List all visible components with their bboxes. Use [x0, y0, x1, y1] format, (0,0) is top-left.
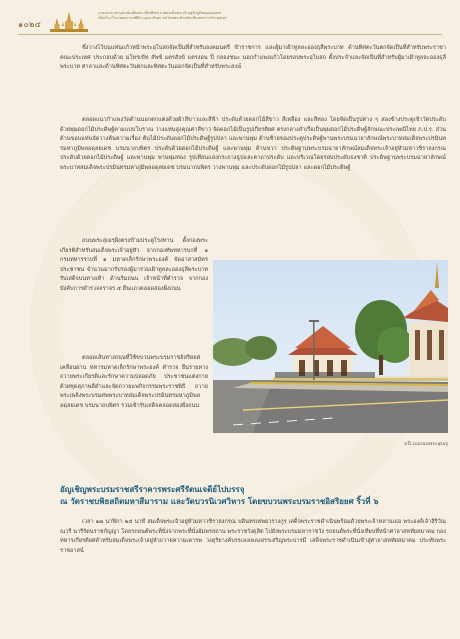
section-body: เวลา ๑๗ นาฬิกา ๒๕ นาที สมเด็จพระเจ้าอยู่หัวมหาวชิราลงกรณ บดินทรเทพยวรางกูร เสด็จพระราชดำเนินพร้อมด้วยพระเจ้าหลานเธอ พระองค์เจ้าสิริวัณณวรี นารีรัตนราชกัญญา โดยรถยนต์พระที่นั่งจากพระที่นั่งอัมพรสถาน พระราชวังดุสิต ไปยังพระบรมมหาราชวัง รถยนต์พระที่นั่งเทียบที่หน้าศาลาสหทัยสมาคม กองทหารเกียรติยศสำหรับสมเด็จพระเจ้าอยู่หัวถวายความเคารพ วงดุริยางค์บรรเลงเพลงสรรเสริญพระบารมี เสด็จพระราชดำเนินเข้าสู่ศาลาสหทัยสมาคม ประทับพระราชอาสน์: [60, 519, 446, 554]
royal-emblem-logo: [48, 10, 90, 34]
section-title-line1: อัญเชิญพระบรมราชสรีราคารพระศรีรัตนเจดีย์ไปบรรจุ: [60, 485, 245, 494]
paragraph-4: ตลอดเส้นทางถนนที่ใช้ขบวนพระบรมราชอิสริยยศเคลื่อนผ่าน ทหารมหาดเล็กรักษาพระองค์ ตำรวจ ยืนรายทางถวายพระเกียรติและรักษาความปลอดภัย ประชาชนแต่งกายด้วยชุดสุภาพสีดำและจัดถวายแพกิจกรรมพระราชพิธี ถวายพระเพลิงพระบรมศพพระบาทสมเด็จพระปรมินทรมหาภูมิพลอดุลยเดช บรมนาถบพิตร รวมเข้ารับเสด็จตลอดสองฝั่งถนน: [60, 355, 208, 409]
paragraph-2: ตลอดแนวกำแพงวัดด้านนอกตกแต่งด้วยผ้าสีขาวและสีฟ้า ประดับด้วยดอกไม้สีขาว สีเหลือง และสีทอง โดยจัดเป็นรูปต่าง ๆ สองข้างประตูเข้าวัดประดับด้วยพุ่มดอกไม้ประดิษฐ์ตามแบบโบราณ วางแท่นสูงคุณค่าสีขาว จัดดอกไม้เป็นรูปเกียรติยศ ตรงกลางลำเรือเป็นพุ่มดอกไม้ประดิษฐ์ลักษณะประเพณีไทย ภ.ป.ร. ส่วนด้านขอบแท่นจัดวางต้นความเรื่อง ต้นไม้ประดับดอกไม้ประดิษฐ์รูปปลา และพานพุ่ม ด้านซ้ายของประตูประดิษฐ์พานพระบรมฉายาลักษณ์พระบาทสมเด็จพระปรมินทรมหาภูมิพลอดุลยเดช บรมนาถบพิตร ประดับด้วยดอกไม้ประดิษฐ์ และพานพุ่ม ด้านขวา ประดิษฐานพระบรมฉายาลักษณ์สมเด็จพระเจ้าอยู่หัวมหาวชิราลงกรณ ประดับด้วยดอกไม้ประดิษฐ์ และพานพุ่ม พานพุ่มทอง รูปเทียนแสงกระถางธูปและคาถาประดับ และบริเวณโดยรอบประดับธงชาติ ประดิษฐานพระบรมฉายาลักษณ์พระบาทสมเด็จพระปรมินทรมหาภูมิพลอดุลยเดช บรมนาถบพิตร วางพานพุ่ม และประดับดอกไม้รูปปลา และดอกไม้ประดิษฐ์: [60, 117, 446, 171]
header-org-line1: งานบรมราชานุสรณ์เฉลิมพระเกียรติพระบาทสมเด็จพระเจ้าอยู่หัวภูมิพลอดุลยเดช: [98, 11, 221, 15]
street-photo-illustration: [213, 260, 448, 433]
section-title: [60, 484, 446, 508]
header-divider: [18, 34, 442, 35]
section-title-line2: ณ วัดราชบพิธสถิตมหาสีมาราม และวัดบวรนิเวศวิหาร โดยขบวนพระบรมราชอิสริยยศ ริ้วที่ ๖: [60, 497, 379, 506]
photo-caption: บริเวณถนนพระสุเมรุ: [403, 441, 448, 447]
header-org-text: [98, 11, 328, 21]
street-photo: [213, 260, 448, 433]
paragraph-1: ซึ่งวางไว้บนแท่นแก้วหน้าพระอุโบสถจัดเป็นที่สำหรับองคมนตรี ข้าราชการ และผู้มาเฝ้าทูลละอองธุลีพระบาท ด้านทิศตะวันตกจัดเป็นที่สำหรับพระราชาคณะประเทศ ประกอบด้วย มโหรเข้ท สัพซ์ แตรสังข์ แตรงอน ปี่ กลองชนะ นอกกำแพงแก้วโดยรอบพระอุโบสถ ตั้งประจำและจัดเป็นที่สำหรับผู้มาเฝ้าทูลละอองธุลีพระบาท ศาลาและด้านทิศตะวันตกและทิศตะวันออกจัดเป็นที่สำหรับพระสงฆ์: [60, 45, 446, 71]
header-org-line2: เนื่องในวโรกาสพระราชพิธีกาญจนาภิเษก สมโภชพระตำหนักเขียวพระราชวัง ๒๕๓๙: [98, 16, 227, 20]
paragraph-3: ถนนพระสุเมรุฝั่งตรงข้ามประตูโรงทาน ตั้งกองพระเกียรติสำหรับสมเด็จพระเจ้าอยู่หัว จากกองทัพทหารบกที่ ๑ กรมทหารราบที่ ๑ มหาดเล็กรักษาพระองค์ จัดอาสาสมัครประชาชน จำนวนมากรับรองผู้มาร่วมเฝ้าทูลละอองธุลีพระบาท รับเสด็จบนทางเท้า ด้านริมถนน เจ้าหน้าที่ตำรวจ จากกองบังคับการตำรวจจราจร ๕ ยืนแถวตลอดสองฝั่งถนน: [60, 238, 208, 292]
page-header: [18, 8, 448, 34]
page-number: ๑๐๒๔: [18, 20, 42, 29]
